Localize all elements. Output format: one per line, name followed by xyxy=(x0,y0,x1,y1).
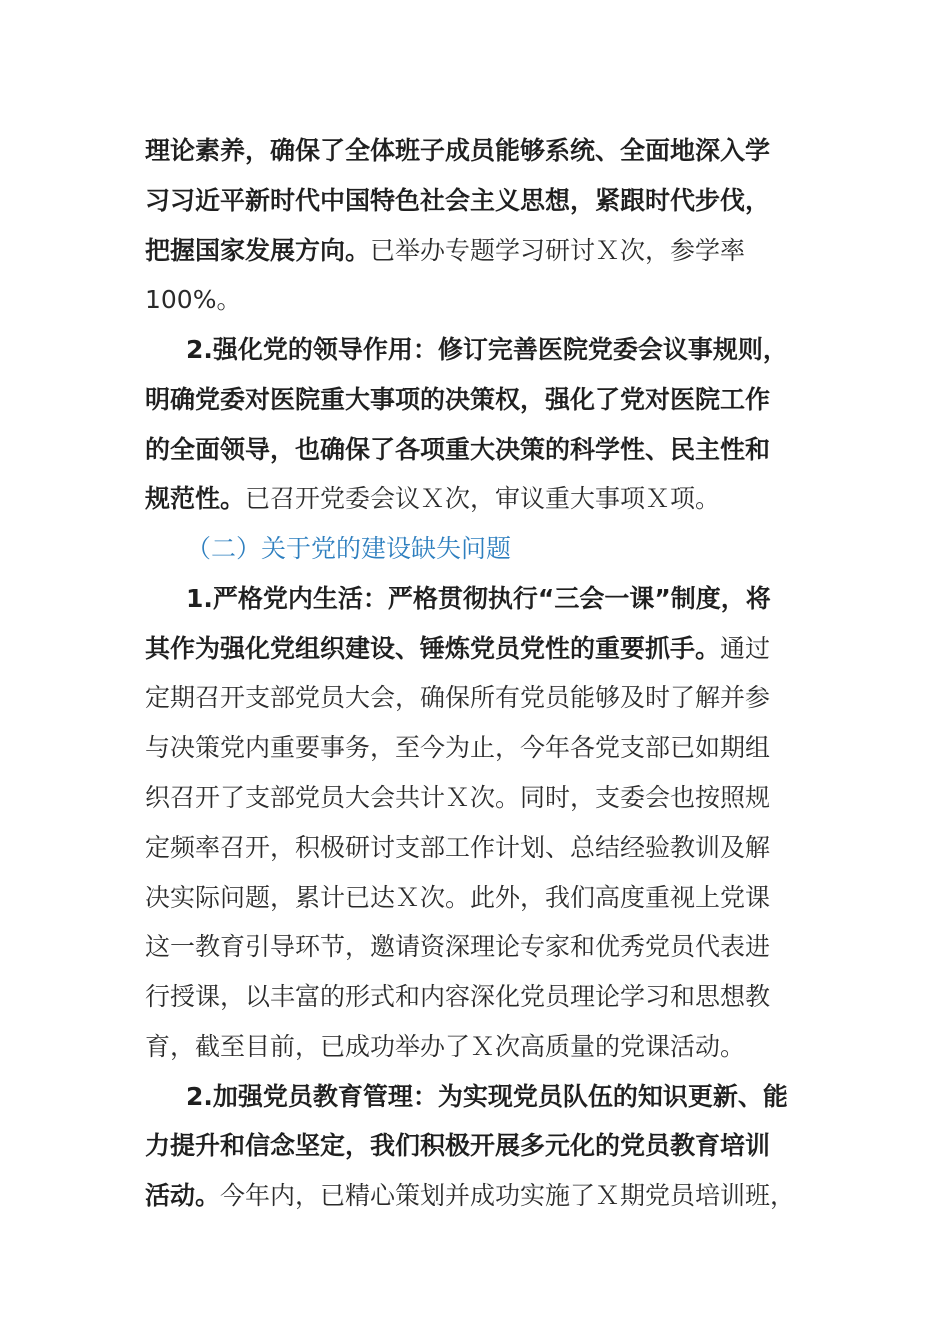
bold-text: 习习近平新时代中国特色社会主义思想，紧跟时代步伐， xyxy=(145,186,771,215)
regular-text: 行授课，以丰富的形式和内容深化党员理论学习和思想教 xyxy=(145,982,771,1011)
text-line xyxy=(145,922,770,972)
section-heading-text: （二）关于党的建设缺失问题 xyxy=(186,534,512,563)
regular-text: 100%。 xyxy=(145,285,242,314)
text-line xyxy=(145,673,770,723)
regular-text: 这一教育引导环节，邀请资深理论专家和优秀党员代表进 xyxy=(145,932,771,961)
bold-text: 2.加强党员教育管理：为实现党员队伍的知识更新、能 xyxy=(186,1082,788,1111)
bold-text: 明确党委对医院重大事项的决策权，强化了党对医院工作 xyxy=(145,385,771,414)
regular-text: 育，截至目前，已成功举办了Ｘ次高质量的党课活动。 xyxy=(145,1032,746,1061)
regular-text: 织召开了支部党员大会共计Ｘ次。同时，支委会也按照规 xyxy=(145,783,771,812)
bold-text: 规范性。 xyxy=(145,484,246,513)
regular-text: 决实际问题，累计已达Ｘ次。此外，我们高度重视上党课 xyxy=(145,883,771,912)
text-line xyxy=(145,425,770,475)
bold-text: 1.严格党内生活：严格贯彻执行“三会一课”制度，将 xyxy=(186,584,771,613)
regular-text: 已召开党委会议Ｘ次，审议重大事项Ｘ项。 xyxy=(245,484,721,513)
regular-text: 已举办专题学习研讨Ｘ次，参学率 xyxy=(370,236,746,265)
text-line xyxy=(145,126,770,176)
text-line xyxy=(145,226,745,276)
text-line xyxy=(145,176,770,226)
bold-text: 活动。 xyxy=(145,1181,221,1210)
text-line xyxy=(145,723,770,773)
text-line xyxy=(186,325,788,375)
text-line xyxy=(145,972,770,1022)
bold-text: 其作为强化党组织建设、锤炼党员党性的重要抓手。 xyxy=(145,634,721,663)
regular-text: 定期召开支部党员大会，确保所有党员能够及时了解并参 xyxy=(145,683,771,712)
text-line xyxy=(145,275,241,325)
text-line xyxy=(145,823,770,873)
bold-text: 2.强化党的领导作用：修订完善医院党委会议事规则， xyxy=(186,335,788,364)
regular-text: 今年内，已精心策划并成功实施了Ｘ期党员培训班， xyxy=(220,1181,796,1210)
text-line xyxy=(145,624,770,674)
bold-text: 把握国家发展方向。 xyxy=(145,236,371,265)
text-line xyxy=(145,873,770,923)
text-line xyxy=(145,1022,745,1072)
regular-text: 通过 xyxy=(720,634,771,663)
text-line xyxy=(186,574,771,624)
text-line xyxy=(145,474,720,524)
regular-text: 与决策党内重要事务，至今为止，今年各党支部已如期组 xyxy=(145,733,771,762)
text-line xyxy=(145,773,770,823)
text-line xyxy=(186,1072,788,1122)
bold-text: 的全面领导，也确保了各项重大决策的科学性、民主性和 xyxy=(145,435,771,464)
section-heading xyxy=(186,524,511,574)
bold-text: 力提升和信念坚定，我们积极开展多元化的党员教育培训 xyxy=(145,1131,771,1160)
text-line xyxy=(145,375,770,425)
text-line xyxy=(145,1121,770,1171)
text-line xyxy=(145,1171,795,1221)
bold-text: 理论素养，确保了全体班子成员能够系统、全面地深入学 xyxy=(145,136,771,165)
regular-text: 定频率召开，积极研讨支部工作计划、总结经验教训及解 xyxy=(145,833,771,862)
